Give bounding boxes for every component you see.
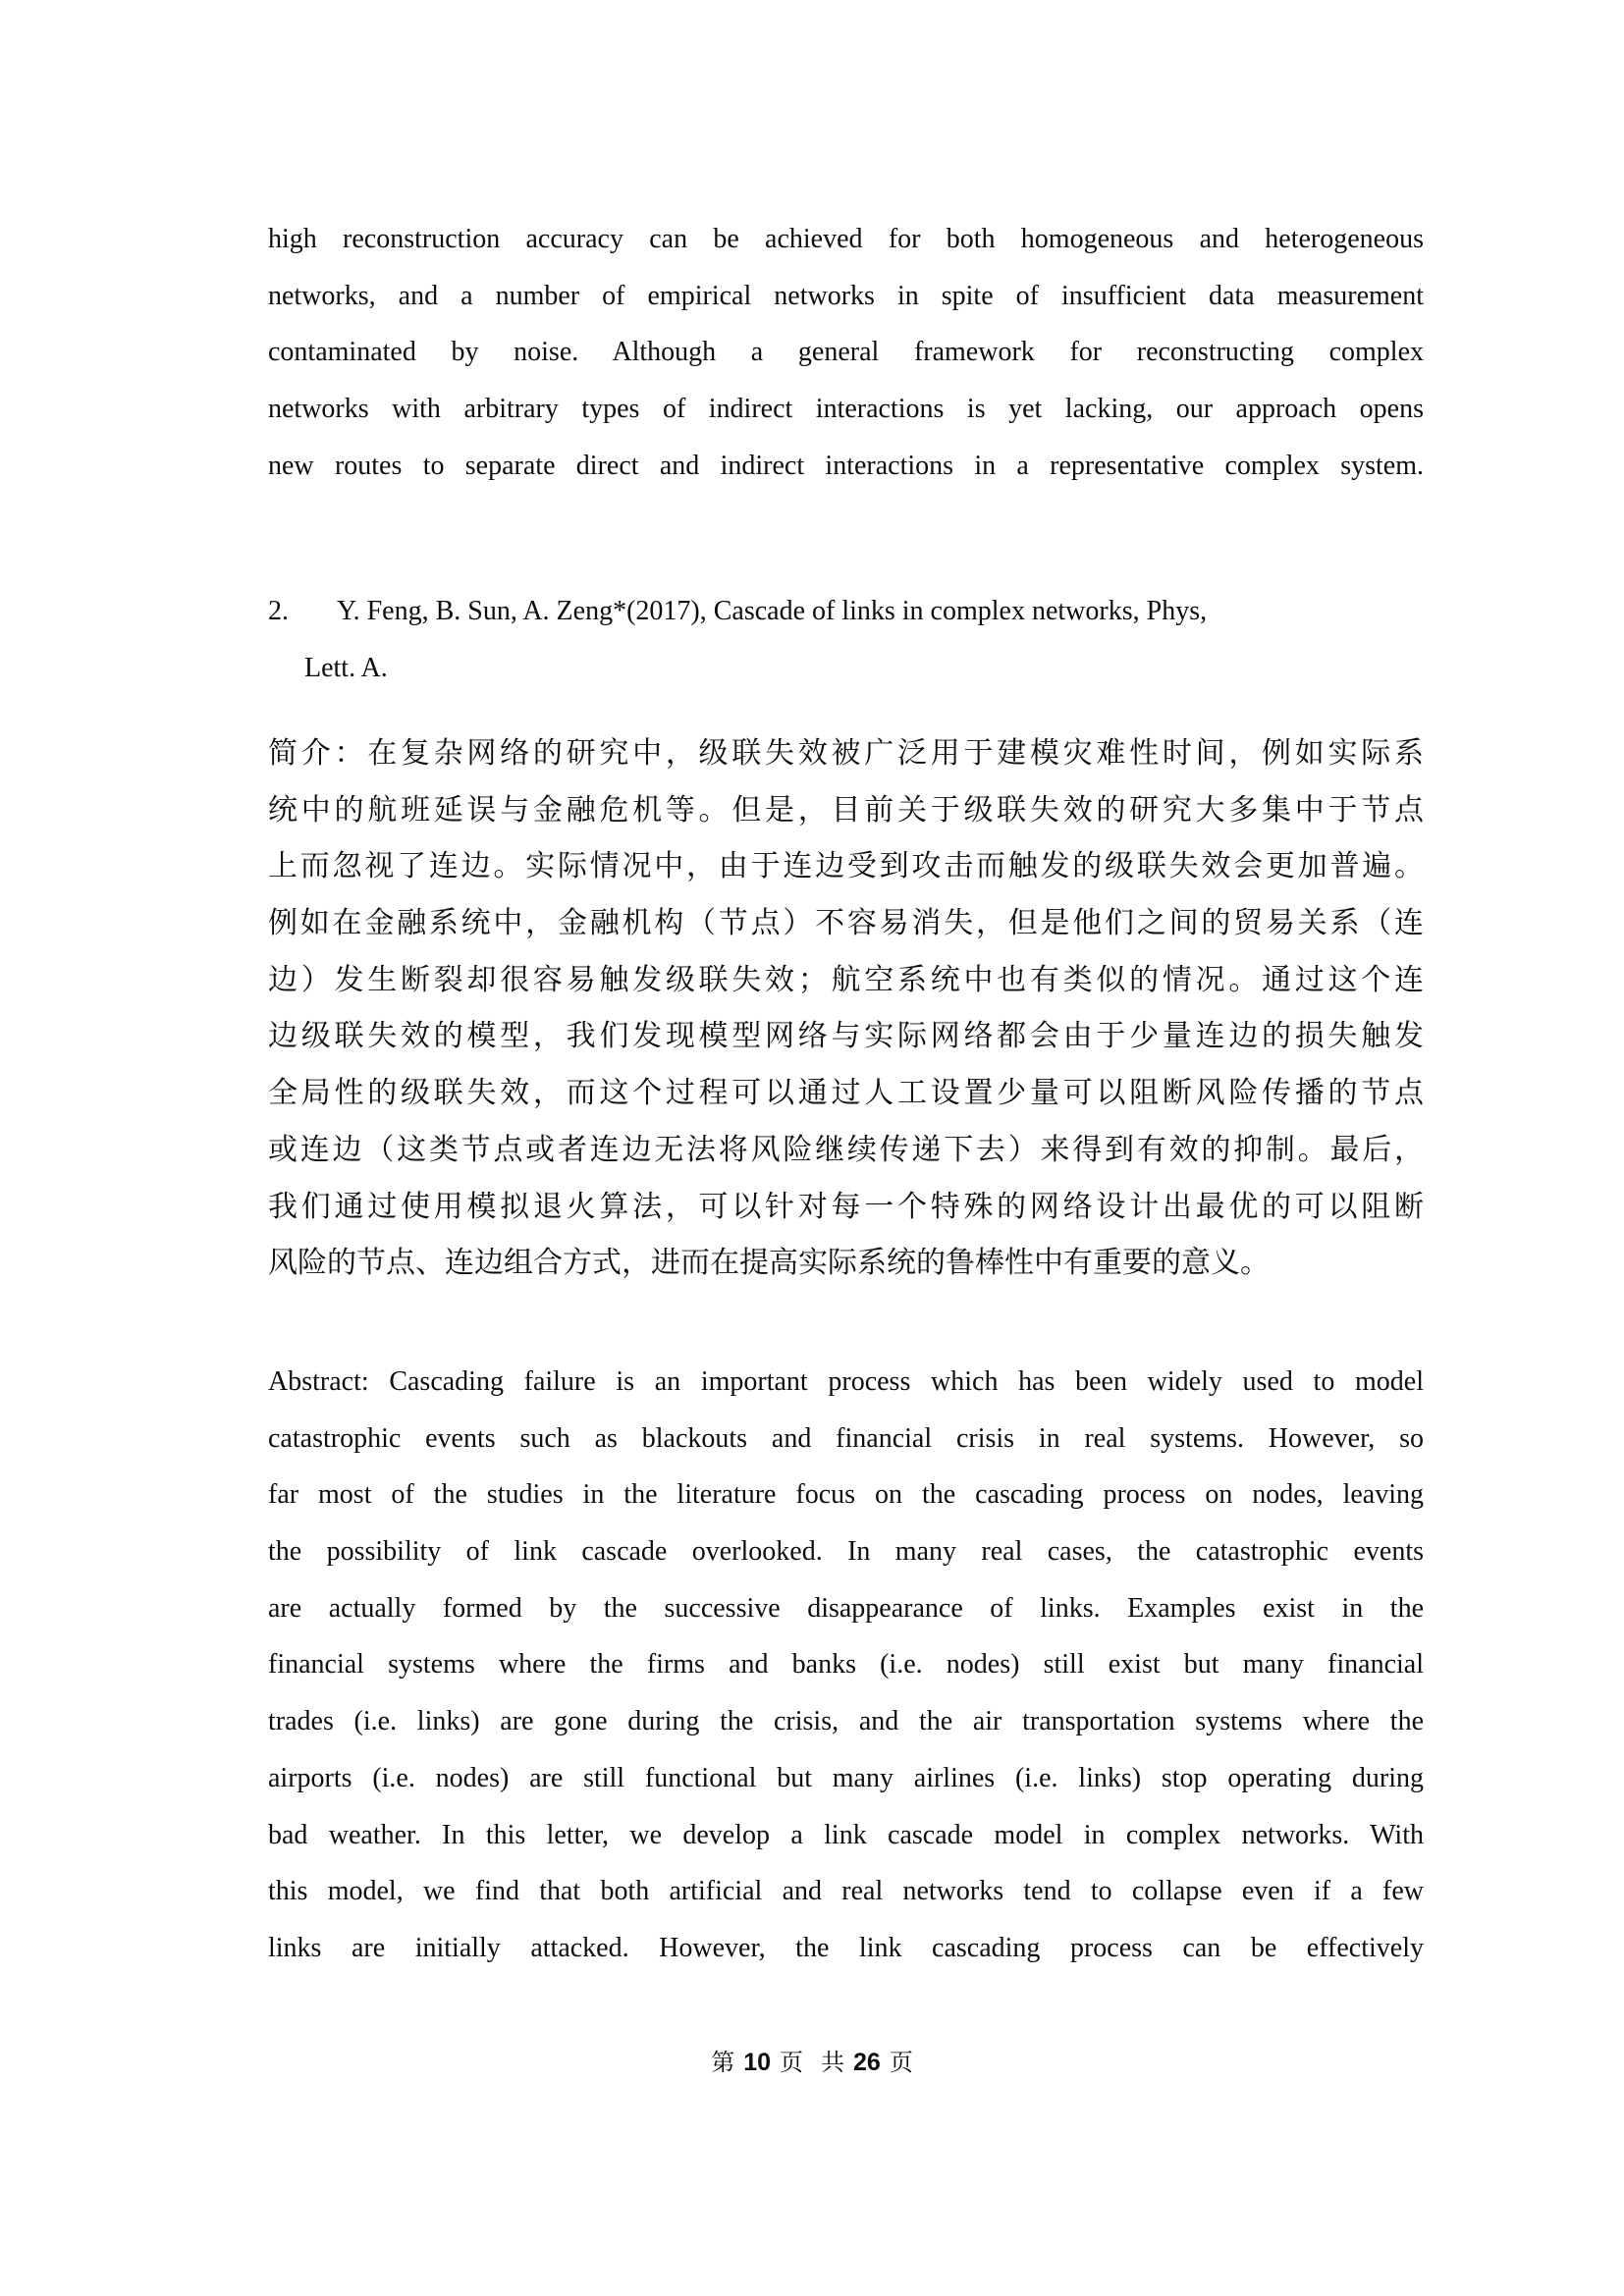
footer-page-number: 10 bbox=[743, 2049, 771, 2076]
paragraph-line: 或连边（这类节点或者连边无法将风险继续传递下去）来得到有效的抑制。最后， bbox=[268, 1133, 1424, 1166]
paragraph-line: this model, we find that both artificial and real networks tend to collapse even if a few bbox=[268, 1876, 1424, 1907]
citation-line bbox=[268, 583, 1424, 640]
paragraph-chinese-intro bbox=[268, 725, 1424, 1292]
paragraph-english-continuation bbox=[268, 211, 1424, 494]
paragraph-line: are actually formed by the successive disappearance of links. Examples exist in the bbox=[268, 1592, 1424, 1624]
footer-total-prefix: 共 bbox=[821, 2051, 844, 2076]
paragraph-line: 我们通过使用模拟退火算法，可以针对每一个特殊的网络设计出最优的可以阻断 bbox=[268, 1190, 1424, 1223]
footer-total-word: 页 bbox=[889, 2051, 913, 2076]
paragraph-line: catastrophic events such as blackouts and financial crisis in real systems. However, so bbox=[268, 1422, 1424, 1454]
paragraph-line: networks with arbitrary types of indirect interactions is yet lacking, our approach opens bbox=[268, 394, 1424, 425]
paragraph-line: new routes to separate direct and indirect interactions in a representative complex system. bbox=[268, 450, 1424, 481]
paragraph-line: high reconstruction accuracy can be achieved for both homogeneous and heterogeneous bbox=[268, 224, 1424, 254]
paragraph-line: the possibility of link cascade overlooked. In many real cases, the catastrophic events bbox=[268, 1536, 1424, 1568]
paragraph-line: contaminated by noise. Although a general framework for reconstructing complex bbox=[268, 337, 1424, 368]
paragraph-line: financial systems where the firms and banks (i.e. nodes) still exist but many financial bbox=[268, 1649, 1424, 1681]
citation-item-2 bbox=[268, 583, 1424, 696]
footer-page-word: 页 bbox=[780, 2051, 803, 2076]
paragraph-line: far most of the studies in the literature focus on the cascading process on nodes, leaving bbox=[268, 1479, 1424, 1511]
paragraph-line: 统中的航班延误与金融危机等。但是，目前关于级联失效的研究大多集中于节点 bbox=[268, 793, 1424, 827]
footer-page-prefix: 第 bbox=[711, 2051, 735, 2076]
paragraph-line: networks, and a number of empirical networks in spite of insufficient data measurement bbox=[268, 280, 1424, 311]
paragraph-line: trades (i.e. links) are gone during the crisis, and the air transportation systems where the bbox=[268, 1706, 1424, 1737]
paragraph-line: 上而忽视了连边。实际情况中，由于连边受到攻击而触发的级联失效会更加普遍。 bbox=[268, 850, 1424, 883]
footer-total-number: 26 bbox=[853, 2049, 881, 2076]
citation-text: Y. Feng, B. Sun, A. Zeng*(2017), Cascade of links in complex networks, Phys, bbox=[337, 596, 1208, 626]
paragraph-line: bad weather. In this letter, we develop a link cascade model in complex networks. With bbox=[268, 1819, 1424, 1850]
paragraph-english-abstract bbox=[268, 1354, 1424, 1977]
paragraph-line: 简介：在复杂网络的研究中，级联失效被广泛用于建模灾难性时间，例如实际系 bbox=[268, 737, 1424, 770]
paragraph-line: 边级联失效的模型，我们发现模型网络与实际网络都会由于少量连边的损失触发 bbox=[268, 1020, 1424, 1053]
paragraph-line: 全局性的级联失效，而这个过程可以通过人工设置少量可以阻断风险传播的节点 bbox=[268, 1077, 1424, 1110]
paragraph-line: 风险的节点、连边组合方式，进而在提高实际系统的鲁棒性中有重要的意义。 bbox=[268, 1247, 1270, 1280]
citation-line-continuation: Lett. A. bbox=[304, 652, 388, 683]
citation-number: 2. bbox=[268, 596, 289, 626]
paragraph-line: 例如在金融系统中，金融机构（节点）不容易消失，但是他们之间的贸易关系（连 bbox=[268, 907, 1424, 940]
paragraph-line: airports (i.e. nodes) are still functional but many airlines (i.e. links) stop operating during bbox=[268, 1762, 1424, 1793]
paragraph-line: links are initially attacked. However, the link cascading process can be effectively bbox=[268, 1932, 1424, 1963]
page-footer bbox=[0, 2048, 1624, 2078]
paragraph-line: 边）发生断裂却很容易触发级联失效；航空系统中也有类似的情况。通过这个连 bbox=[268, 963, 1424, 996]
paragraph-line: Abstract: Cascading failure is an important process which has been widely used to model bbox=[268, 1366, 1424, 1397]
